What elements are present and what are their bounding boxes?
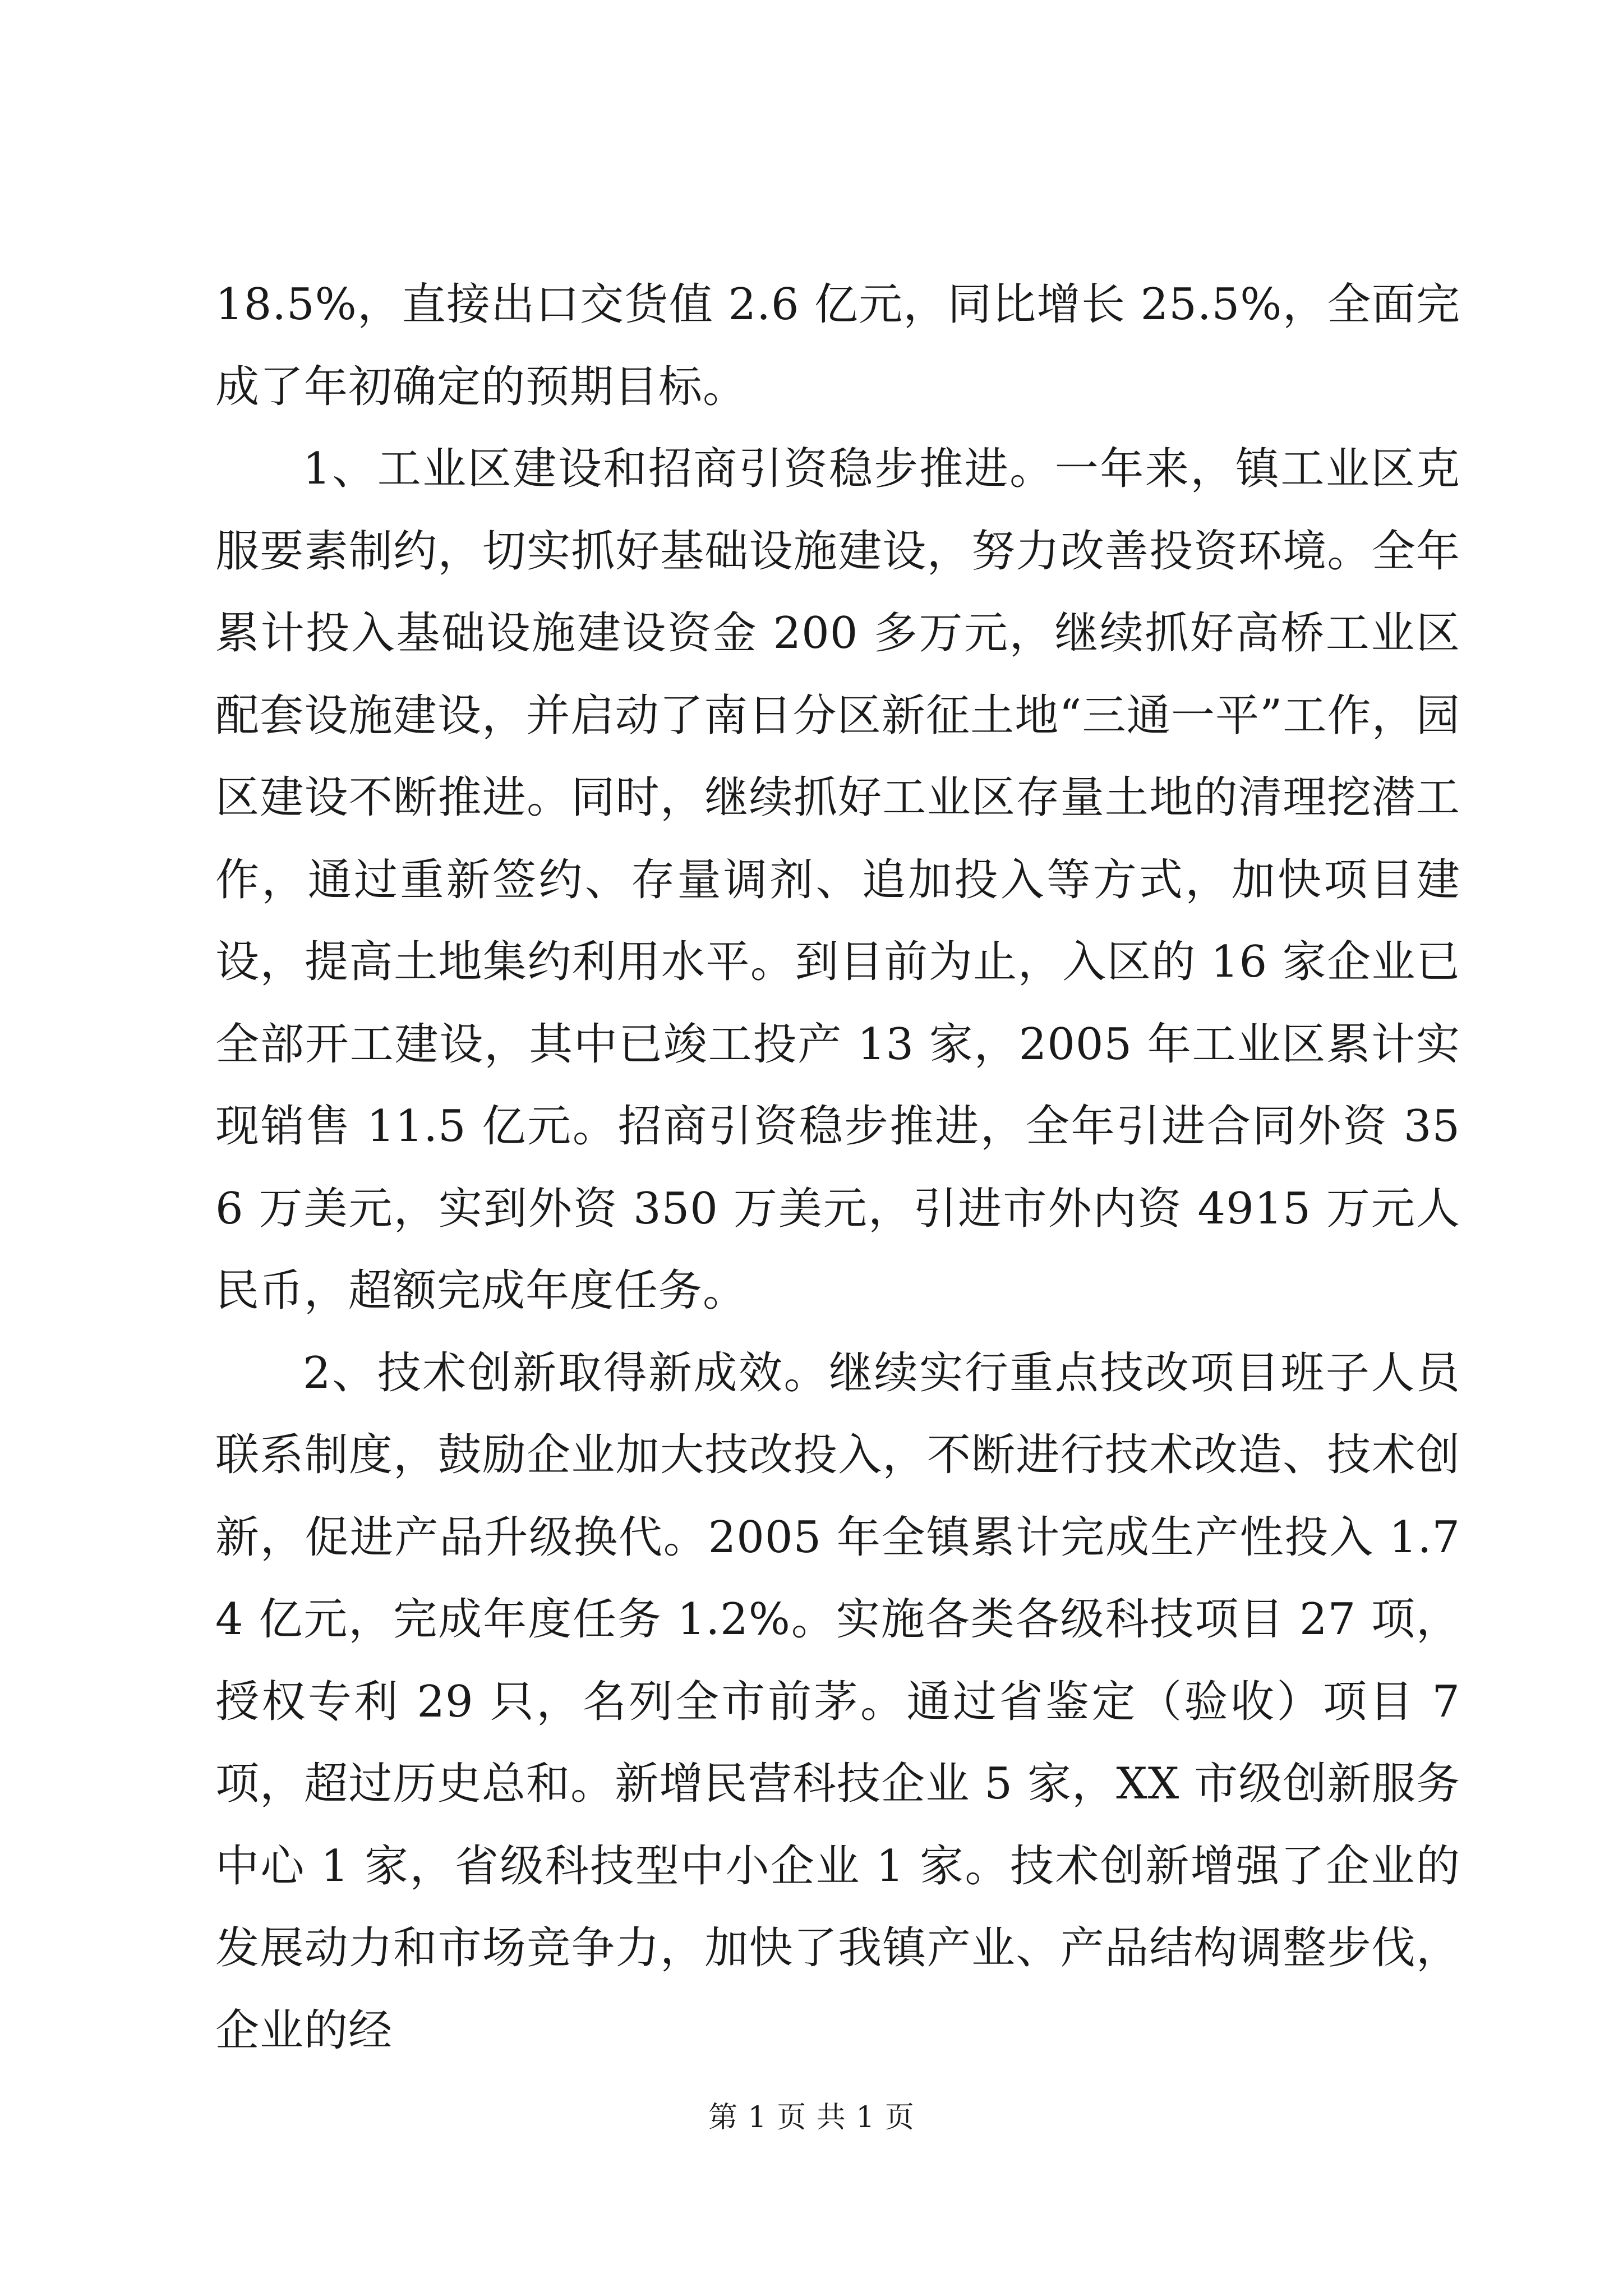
paragraph-industrial-zone: 1、工业区建设和招商引资稳步推进。一年来，镇工业区克服要素制约，切实抓好基础设施建设，努力改善投资环境。全年累计投入基础设施建设资金 200 多万元，继续抓好高桥工业区配套设施建设，并启动了南日分区新征土地“三通一平”工作，园区建设不断推进。同时，继续抓好工业区存量土地的清理挖潜工作，通过重新签约、存量调剂、追加投入等方式，加快项目建设，提高土地集约利用水平。到目前为止，入区的 16 家企业已全部开工建设，其中已竣工投产 13 家，2005 年工业区累计实现销售 11.5 亿元。招商引资稳步推进，全年引进合同外资 356 万美元，实到外资 350 万美元，引进市外内资 4915 万元人民币，超额完成年度任务。 xyxy=(215,444,1460,1316)
paragraph-continuation: 18.5%，直接出口交货值 2.6 亿元，同比增长 25.5%，全面完成了年初确定的预期目标。 xyxy=(215,279,1460,412)
paragraph-tech-innovation: 2、技术创新取得新成效。继续实行重点技改项目班子人员联系制度，鼓励企业加大技改投入，不断进行技术改造、技术创新，促进产品升级换代。2005 年全镇累计完成生产性投入 1.74 亿元，完成年度任务 1.2%。实施各类各级科技项目 27 项，授权专利 29 只，名列全市前茅。通过省鉴定（验收）项目 7 项，超过历史总和。新增民营科技企业 5 家，XX 市级创新服务中心 1 家，省级科技型中小企业 1 家。技术创新增强了企业的发展动力和市场竞争力，加快了我镇产业、产品结构调整步伐，企业的经 xyxy=(215,1347,1460,2056)
document-body xyxy=(215,264,1460,2072)
page-footer: 第 1 页 共 1 页 xyxy=(708,2101,915,2134)
